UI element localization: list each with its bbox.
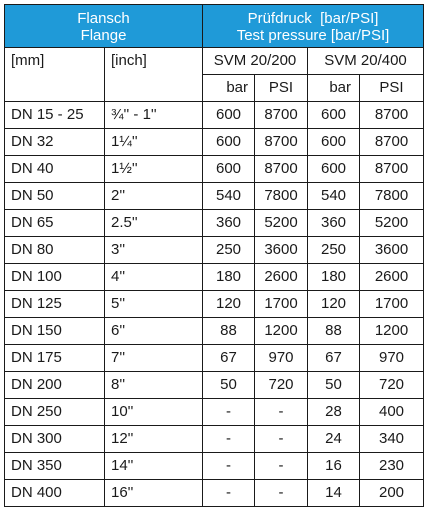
psi-20-400-cell: 340 — [360, 426, 424, 453]
table-row — [5, 291, 424, 318]
unit-mm-cell — [5, 48, 105, 102]
psi-20-200-cell: 8700 — [255, 129, 308, 156]
bar-20-200-cell: 360 — [203, 210, 255, 237]
table-row — [5, 399, 424, 426]
pressure-table-container — [4, 4, 423, 507]
psi-20-400-cell: 8700 — [360, 129, 424, 156]
bar-header-200: bar — [203, 75, 255, 102]
table-row — [5, 345, 424, 372]
bar-20-400-cell: 24 — [308, 426, 360, 453]
bar-20-200-cell: 50 — [203, 372, 255, 399]
dn-cell: DN 250 — [5, 399, 105, 426]
psi-header-200: PSI — [255, 75, 308, 102]
dn-cell: DN 100 — [5, 264, 105, 291]
psi-20-400-cell: 5200 — [360, 210, 424, 237]
bar-20-400-cell: 600 — [308, 129, 360, 156]
dn-cell: DN 65 — [5, 210, 105, 237]
psi-20-200-cell: 1200 — [255, 318, 308, 345]
table-row — [5, 210, 424, 237]
psi-20-200-cell: 8700 — [255, 102, 308, 129]
inch-cell: 7'' — [105, 345, 203, 372]
table-row — [5, 480, 424, 507]
inch-cell: 14'' — [105, 453, 203, 480]
bar-20-400-cell: 16 — [308, 453, 360, 480]
unit-mm: [mm] — [11, 52, 45, 69]
dn-cell: DN 200 — [5, 372, 105, 399]
psi-20-200-cell: - — [255, 426, 308, 453]
pressure-header-cell — [203, 5, 424, 48]
psi-20-400-cell: 400 — [360, 399, 424, 426]
bar-20-200-cell: 88 — [203, 318, 255, 345]
flange-header-cell — [5, 5, 203, 48]
psi-20-400-cell: 1200 — [360, 318, 424, 345]
dn-cell: DN 175 — [5, 345, 105, 372]
dn-cell: DN 150 — [5, 318, 105, 345]
psi-20-200-cell: 8700 — [255, 156, 308, 183]
psi-header-400: PSI — [360, 75, 424, 102]
psi-20-400-cell: 200 — [360, 480, 424, 507]
psi-20-400-cell: 2600 — [360, 264, 424, 291]
inch-cell: 1½'' — [105, 156, 203, 183]
psi-20-200-cell: - — [255, 399, 308, 426]
dn-cell: DN 15 - 25 — [5, 102, 105, 129]
bar-20-200-cell: 180 — [203, 264, 255, 291]
bar-20-200-cell: 600 — [203, 129, 255, 156]
table-row — [5, 264, 424, 291]
dn-cell: DN 32 — [5, 129, 105, 156]
bar-20-400-cell: 360 — [308, 210, 360, 237]
psi-20-400-cell: 7800 — [360, 183, 424, 210]
psi-20-200-cell: 1700 — [255, 291, 308, 318]
svm-20-200-header: SVM 20/200 — [203, 48, 308, 75]
svm-20-400-header: SVM 20/400 — [308, 48, 424, 75]
bar-20-200-cell: 600 — [203, 102, 255, 129]
bar-20-400-cell: 88 — [308, 318, 360, 345]
inch-cell: 2'' — [105, 183, 203, 210]
inch-cell: 4'' — [105, 264, 203, 291]
inch-cell: 6'' — [105, 318, 203, 345]
pressure-header-en: Test pressure [bar/PSI] — [236, 27, 390, 44]
psi-20-400-cell: 3600 — [360, 237, 424, 264]
unit-inch-cell — [105, 48, 203, 102]
bar-20-400-cell: 120 — [308, 291, 360, 318]
psi-20-400-cell: 1700 — [360, 291, 424, 318]
inch-cell: 10'' — [105, 399, 203, 426]
inch-cell: 16'' — [105, 480, 203, 507]
inch-cell: 2.5'' — [105, 210, 203, 237]
table-row — [5, 426, 424, 453]
inch-cell: 3'' — [105, 237, 203, 264]
bar-20-400-cell: 250 — [308, 237, 360, 264]
dn-cell: DN 350 — [5, 453, 105, 480]
psi-20-200-cell: 720 — [255, 372, 308, 399]
psi-20-200-cell: 5200 — [255, 210, 308, 237]
inch-cell: 12'' — [105, 426, 203, 453]
psi-20-400-cell: 8700 — [360, 102, 424, 129]
bar-20-400-cell: 28 — [308, 399, 360, 426]
bar-20-200-cell: - — [203, 453, 255, 480]
table-row — [5, 102, 424, 129]
psi-20-200-cell: 3600 — [255, 237, 308, 264]
bar-20-200-cell: 600 — [203, 156, 255, 183]
bar-20-200-cell: - — [203, 480, 255, 507]
flange-header-de: Flansch — [77, 10, 130, 27]
bar-20-200-cell: - — [203, 426, 255, 453]
psi-20-400-cell: 8700 — [360, 156, 424, 183]
inch-cell: ¾'' - 1'' — [105, 102, 203, 129]
table-row — [5, 156, 424, 183]
inch-cell: 8'' — [105, 372, 203, 399]
dn-cell: DN 50 — [5, 183, 105, 210]
pressure-header-de: Prüfdruck [bar/PSI] — [247, 10, 379, 27]
table-row — [5, 453, 424, 480]
bar-20-200-cell: 250 — [203, 237, 255, 264]
bar-20-400-cell: 14 — [308, 480, 360, 507]
table-row — [5, 318, 424, 345]
unit-inch: [inch] — [111, 52, 147, 69]
units-row — [5, 48, 424, 75]
dn-cell: DN 300 — [5, 426, 105, 453]
psi-20-200-cell: 7800 — [255, 183, 308, 210]
dn-cell: DN 400 — [5, 480, 105, 507]
bar-20-400-cell: 600 — [308, 156, 360, 183]
psi-20-200-cell: - — [255, 453, 308, 480]
psi-20-400-cell: 970 — [360, 345, 424, 372]
bar-20-200-cell: 120 — [203, 291, 255, 318]
dn-cell: DN 125 — [5, 291, 105, 318]
bar-20-200-cell: 540 — [203, 183, 255, 210]
bar-header-400: bar — [308, 75, 360, 102]
flange-header-en: Flange — [80, 27, 127, 44]
table-row — [5, 372, 424, 399]
bar-20-400-cell: 540 — [308, 183, 360, 210]
dn-cell: DN 80 — [5, 237, 105, 264]
bar-20-200-cell: 67 — [203, 345, 255, 372]
psi-20-400-cell: 720 — [360, 372, 424, 399]
psi-20-200-cell: 970 — [255, 345, 308, 372]
table-row — [5, 183, 424, 210]
dn-cell: DN 40 — [5, 156, 105, 183]
bar-20-400-cell: 50 — [308, 372, 360, 399]
bar-20-200-cell: - — [203, 399, 255, 426]
bar-20-400-cell: 67 — [308, 345, 360, 372]
table-row — [5, 129, 424, 156]
psi-20-400-cell: 230 — [360, 453, 424, 480]
psi-20-200-cell: - — [255, 480, 308, 507]
test-pressure-table — [4, 4, 424, 507]
inch-cell: 1¼'' — [105, 129, 203, 156]
psi-20-200-cell: 2600 — [255, 264, 308, 291]
header-row — [5, 5, 424, 48]
table-row — [5, 237, 424, 264]
inch-cell: 5'' — [105, 291, 203, 318]
bar-20-400-cell: 180 — [308, 264, 360, 291]
bar-20-400-cell: 600 — [308, 102, 360, 129]
